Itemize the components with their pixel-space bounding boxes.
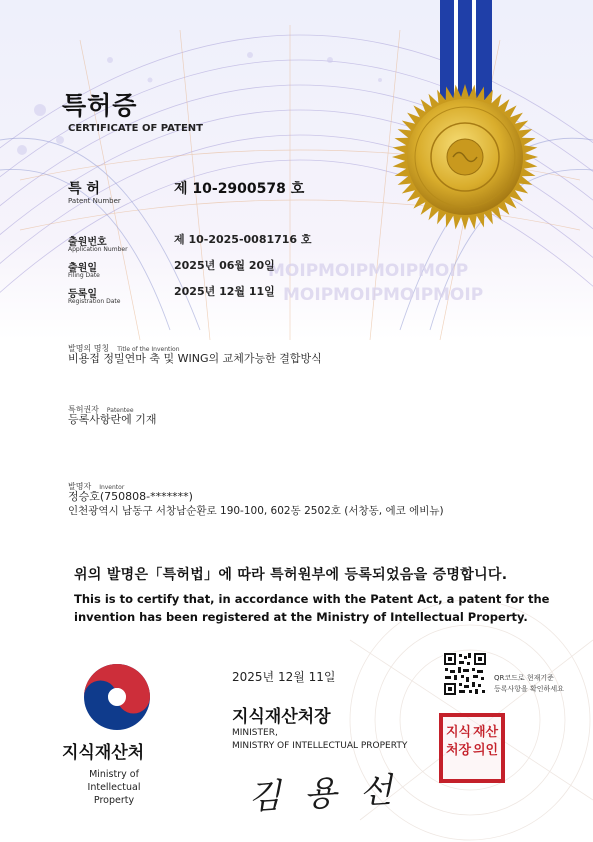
application-number-value: 제 10-2025-0081716 호 <box>174 233 312 246</box>
watermark-text: MOIP <box>368 261 419 281</box>
patentee-label-en: Patentee <box>106 407 134 414</box>
issue-date: 2025년 12월 11일 <box>232 670 336 684</box>
patent-number-label: 특 허 <box>68 181 100 197</box>
patent-number-label-en: Patent Number <box>68 197 121 205</box>
certificate-title: 특허증 <box>62 91 138 120</box>
registration-date-value: 2025년 12월 11일 <box>174 285 275 298</box>
filing-date-label: 출원일 <box>68 263 97 274</box>
gold-seal-icon <box>390 82 540 232</box>
minister-signature: 김 용 선 <box>247 770 400 818</box>
qr-code-note-line1: QR코드로 현재기준 <box>494 674 554 682</box>
watermark-text: MOIP <box>268 261 319 281</box>
registration-date-label: 등록일 <box>68 289 97 300</box>
minister-title-en-line1: MINISTER, <box>232 728 278 738</box>
svg-text:처장: 처장 <box>446 743 472 758</box>
watermark-text: MOIP <box>283 285 334 305</box>
qr-code-note-line2: 등록사항을 확인하세요 <box>494 685 564 693</box>
watermark-text: MOIP <box>318 261 369 281</box>
minister-title: 지식재산처장 <box>232 707 331 727</box>
watermark-text: MOIP <box>333 285 384 305</box>
inventor-label-en: Inventor <box>99 484 125 491</box>
certification-statement-en: This is to certify that, in accordance with the Patent Act, a patent for the invention has been registered at the Ministry of Intellectual Property. <box>74 592 550 624</box>
registration-date-label-en: Registration Date <box>68 298 121 305</box>
official-seal-stamp-icon <box>438 712 506 784</box>
filing-date-value: 2025년 06월 20일 <box>174 259 275 272</box>
minister-title-en-line2: MINISTRY OF INTELLECTUAL PROPERTY <box>232 741 408 751</box>
patentee-label: 특허권자 <box>68 405 99 414</box>
ministry-name-en-line2: Intellectual Property <box>87 782 141 806</box>
qr-code-icon[interactable] <box>443 652 487 696</box>
ministry-name: 지식재산처 <box>62 743 145 763</box>
certification-statement-ko: 위의 발명은「특허법」에 따라 특허원부에 등록되었음을 증명합니다. <box>74 567 508 583</box>
minister-title-en <box>232 727 407 753</box>
watermark-text: MOIP <box>418 261 469 281</box>
qr-code-note <box>494 673 564 695</box>
patentee-value: 등록사항란에 기재 <box>68 413 157 426</box>
patent-number-value: 제 10-2900578 호 <box>174 181 305 197</box>
inventor-name: 정승호(750808-*******) <box>68 490 193 503</box>
inventor-address: 인천광역시 남동구 서창남순환로 190-100, 602동 2502호 (서창동, 에코 에비뉴) <box>68 505 444 517</box>
svg-text:지식: 지식 <box>446 725 472 740</box>
svg-text:재산: 재산 <box>473 725 499 740</box>
inventor-label: 발명자 <box>68 482 92 491</box>
svg-text:의인: 의인 <box>473 743 499 758</box>
watermark-text: MOIP <box>383 285 434 305</box>
invention-label-en: Title of the Invention <box>117 346 180 353</box>
invention-title-value: 비용접 정밀연마 축 및 WING의 교체가능한 결합방식 <box>68 352 322 365</box>
ministry-name-en-line1: Ministry of <box>89 769 139 780</box>
ministry-taegeuk-logo-icon <box>82 662 152 732</box>
application-number-label-en: Application Number <box>68 246 128 253</box>
ministry-name-en <box>66 768 162 807</box>
filing-date-label-en: Filing Date <box>68 272 100 279</box>
application-number-label: 출원번호 <box>68 237 107 248</box>
watermark-text: MOIP <box>433 285 484 305</box>
certificate-title-en: CERTIFICATE OF PATENT <box>68 123 203 134</box>
invention-label: 발명의 명칭 <box>68 344 110 353</box>
